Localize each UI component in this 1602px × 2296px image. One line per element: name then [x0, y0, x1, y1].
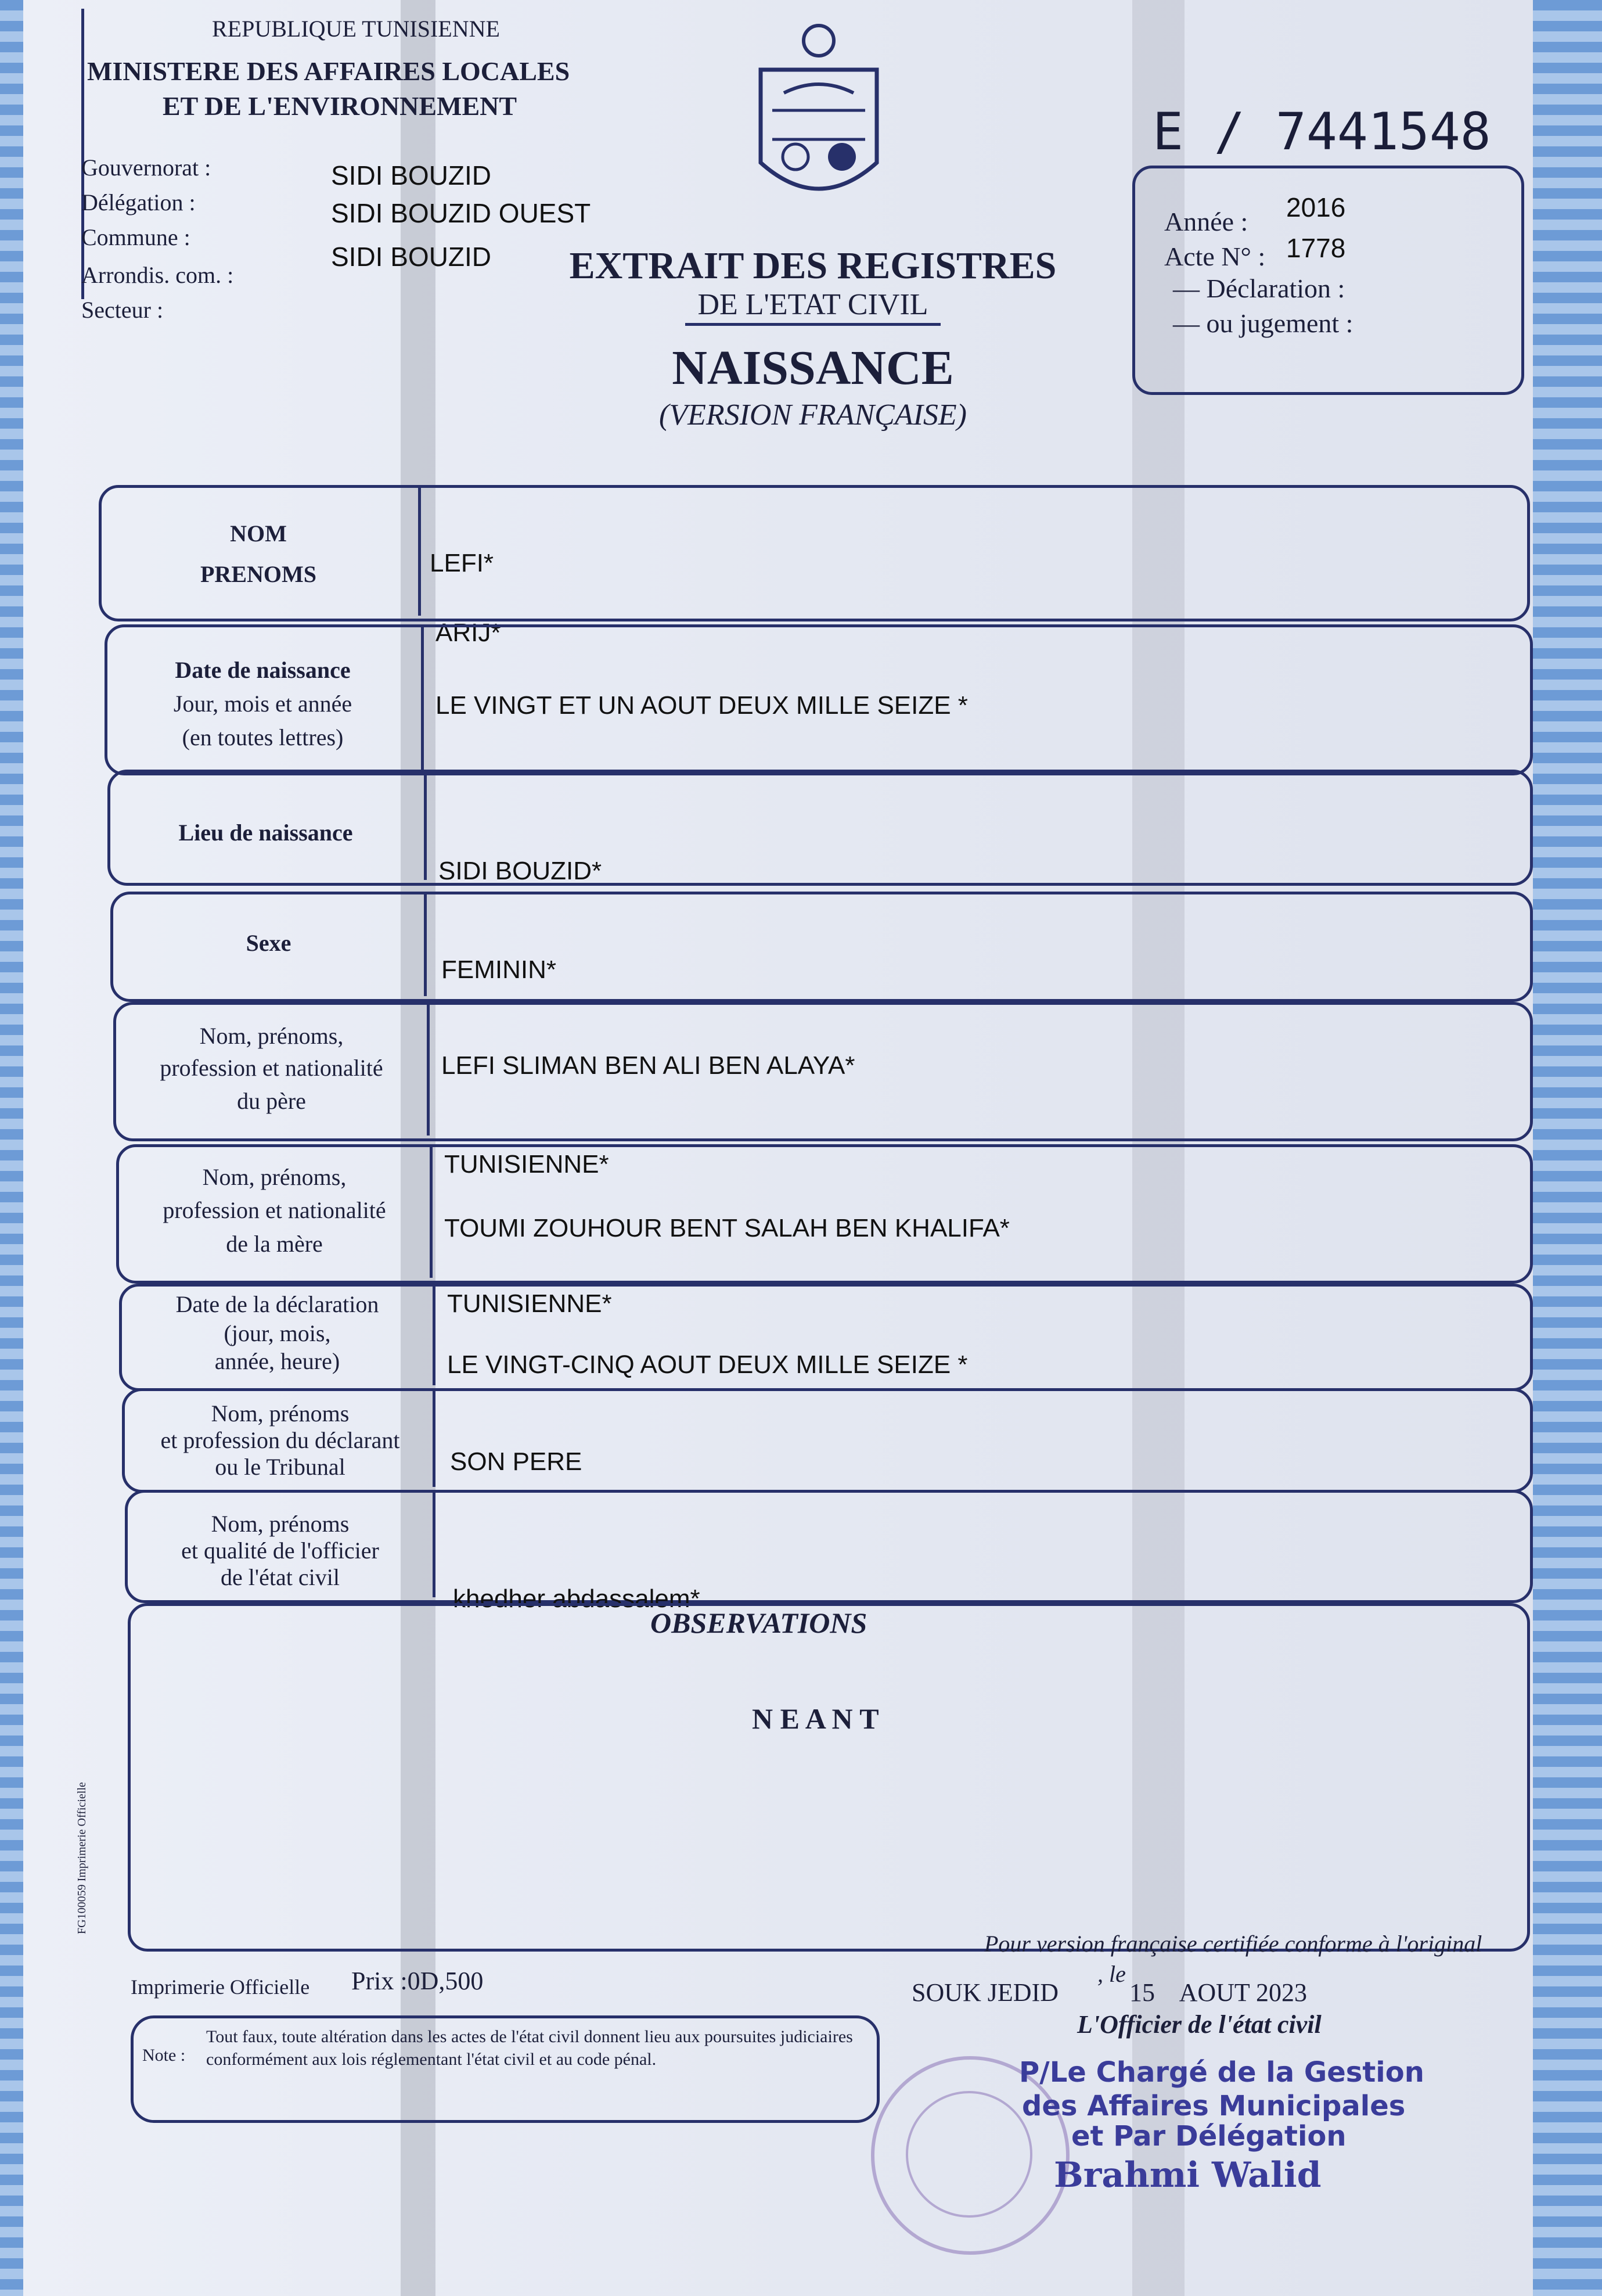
officier-label-1: Nom, prénoms — [211, 1511, 350, 1537]
mere-label-2: profession et nationalité — [163, 1197, 386, 1223]
nom-value: LEFI* — [430, 549, 494, 577]
secteur-label: Secteur : — [81, 297, 164, 323]
declarant-value: SON PERE — [450, 1447, 582, 1476]
place-value: SOUK JEDID — [912, 1978, 1059, 2007]
declarant-label-3: ou le Tribunal — [215, 1454, 345, 1480]
row-divider — [421, 627, 424, 770]
printer-label: Imprimerie Officielle — [131, 1975, 310, 1999]
pere-value: LEFI SLIMAN BEN ALI BEN ALAYA* — [441, 1051, 855, 1080]
row-nom-box — [99, 485, 1530, 621]
officier-label-2: et qualité de l'officier — [181, 1537, 379, 1564]
serial-number: E / 7441548 — [1153, 102, 1491, 161]
decl-label-3: année, heure) — [214, 1348, 340, 1374]
row-divider — [427, 1005, 430, 1136]
officer-title: L'Officier de l'état civil — [1077, 2010, 1322, 2039]
lieu-value: SIDI BOUZID* — [438, 857, 602, 885]
sexe-label: Sexe — [246, 930, 291, 956]
title-underline — [685, 323, 941, 326]
mere-label-1: Nom, prénoms, — [202, 1164, 347, 1190]
pere-label-1: Nom, prénoms, — [199, 1023, 344, 1049]
decl-label-2: (jour, mois, — [224, 1320, 331, 1346]
annee-value: 2016 — [1286, 192, 1346, 222]
delegation-label: Délégation : — [81, 189, 196, 215]
note-text: Tout faux, toute altération dans les actes de l'état civil donnent lieu aux poursuites judiciaires conformément aux lois réglementant l'état civil et au code pénal. — [206, 2027, 853, 2069]
signature-line-1: P/Le Chargé de la Gestion — [1019, 2056, 1424, 2089]
right-guilloche-border — [1527, 0, 1602, 2296]
date-prefix: , le — [1097, 1961, 1126, 1987]
delegation-value: SIDI BOUZID OUEST — [331, 198, 591, 228]
declarant-label-1: Nom, prénoms — [211, 1400, 350, 1427]
title-version: (VERSION FRANÇAISE) — [659, 398, 967, 432]
observations-box — [128, 1603, 1530, 1952]
row-divider — [430, 1147, 433, 1278]
note-prefix: Note : — [142, 2046, 186, 2065]
decl-label-1: Date de la déclaration — [175, 1291, 379, 1317]
dob-value: LE VINGT ET UN AOUT DEUX MILLE SEIZE * — [435, 691, 968, 720]
prenoms-label: PRENOMS — [200, 561, 316, 587]
side-code: FG100059 Imprimerie Officielle — [75, 1782, 88, 1934]
signature-line-2: des Affaires Municipales — [1022, 2090, 1406, 2122]
row-divider — [418, 488, 421, 616]
pere-label-2: profession et nationalité — [160, 1055, 383, 1081]
declaration-value: LE VINGT-CINQ AOUT DEUX MILLE SEIZE * — [447, 1350, 968, 1379]
republic-label: REPUBLIQUE TUNISIENNE — [212, 16, 500, 42]
row-divider — [424, 894, 427, 996]
declarant-label-2: et profession du déclarant — [160, 1427, 400, 1453]
date-value: 15 AOUT 2023 — [1129, 1978, 1307, 2007]
mere-value: TOUMI ZOUHOUR BENT SALAH BEN KHALIFA* — [444, 1214, 1010, 1242]
price-label: Prix :0D,500 — [351, 1967, 484, 1995]
ministry-line2: ET DE L'ENVIRONNEMENT — [163, 91, 517, 121]
acte-label: Acte N° : — [1164, 242, 1266, 271]
pere-label-3: du père — [237, 1088, 306, 1114]
gouvernorat-value: SIDI BOUZID — [331, 160, 492, 191]
dob-label-1: Date de naissance — [175, 657, 351, 683]
declaration-label: — Déclaration : — [1173, 274, 1345, 303]
row-divider — [433, 1493, 435, 1597]
officier-value: khedher abdassalem* — [453, 1584, 700, 1613]
nom-label: NOM — [230, 520, 287, 547]
certified-text: Pour version française certifiée conforme à l'original — [984, 1931, 1482, 1957]
coat-of-arms-icon — [749, 23, 888, 227]
acte-value: 1778 — [1286, 233, 1346, 263]
prenoms-value: ARIJ* — [435, 619, 501, 647]
row-divider — [433, 1287, 435, 1385]
pere-nationality: TUNISIENNE* — [444, 1150, 609, 1178]
sexe-value: FEMININ* — [441, 955, 556, 984]
signature-line-3: et Par Délégation — [1071, 2120, 1347, 2153]
annee-label: Année : — [1164, 207, 1248, 236]
mere-label-3: de la mère — [226, 1231, 323, 1257]
commune-label: Commune : — [81, 224, 190, 250]
lieu-label: Lieu de naissance — [178, 820, 353, 846]
arrondis-label: Arrondis. com. : — [81, 262, 234, 288]
title-etat-civil: DE L'ETAT CIVIL — [697, 288, 928, 321]
officier-label-3: de l'état civil — [221, 1564, 340, 1590]
title-naissance: NAISSANCE — [672, 341, 954, 395]
gouvernorat-label: Gouvernorat : — [81, 154, 211, 181]
dob-label-3: (en toutes lettres) — [182, 724, 344, 750]
row-divider — [424, 772, 427, 880]
signature-name: Brahmi Walid — [1054, 2155, 1322, 2196]
mere-nationality: TUNISIENNE* — [447, 1289, 612, 1318]
official-stamp-inner — [906, 2091, 1032, 2218]
jugement-label: — ou jugement : — [1173, 308, 1353, 338]
ministry-line1: MINISTERE DES AFFAIRES LOCALES — [87, 56, 570, 86]
observations-title: OBSERVATIONS — [650, 1607, 867, 1639]
title-extrait: EXTRAIT DES REGISTRES — [569, 245, 1057, 287]
observations-text: N E A N T — [752, 1702, 879, 1735]
commune-value: SIDI BOUZID — [331, 242, 492, 272]
dob-label-2: Jour, mois et année — [173, 691, 352, 717]
